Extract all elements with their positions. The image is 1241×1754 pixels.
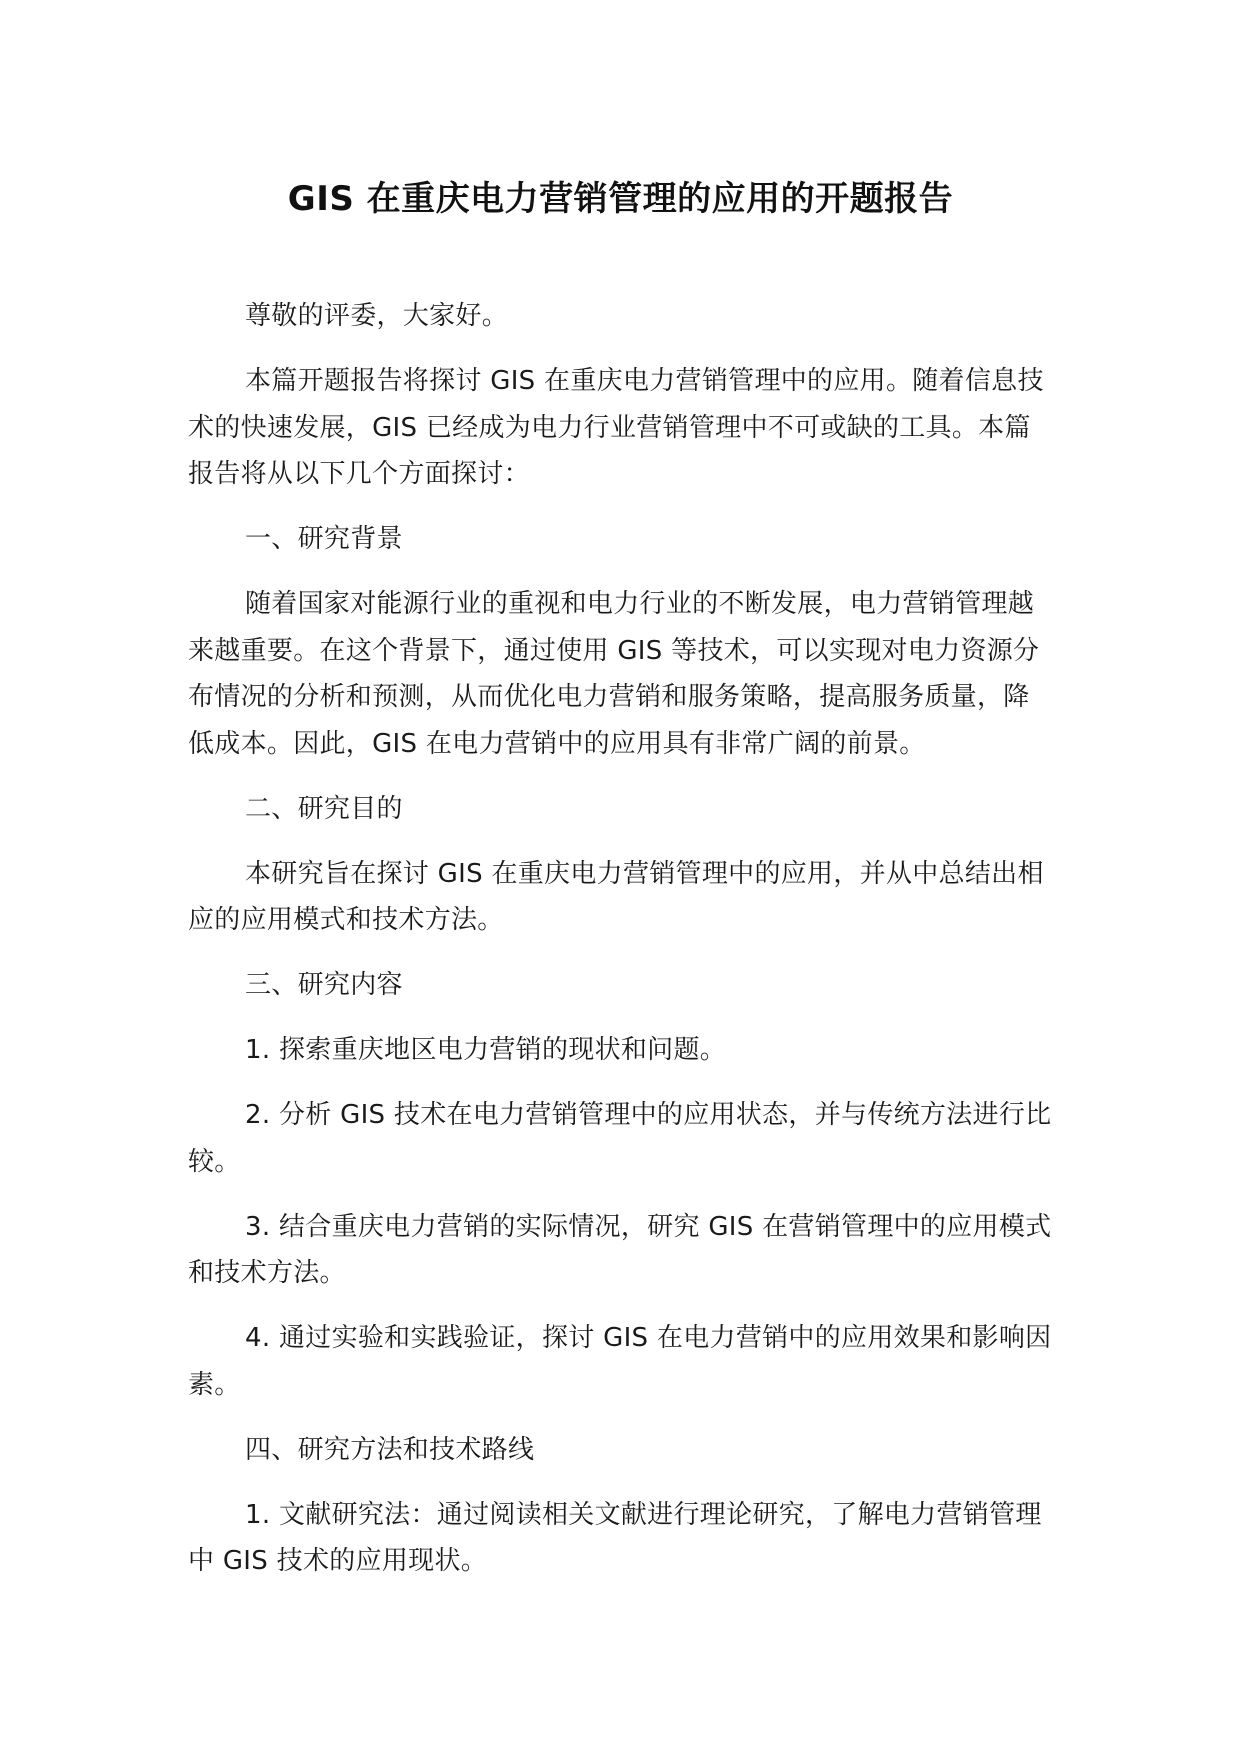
paragraph-greeting: 尊敬的评委，大家好。	[245, 301, 509, 331]
paragraph-intro: 本篇开题报告将探讨 GIS 在重庆电力营销管理中的应用。随着信息技术的快速发展，GIS 已经成为电力行业营销管理中不可或缺的工具。本篇报告将从以下几个方面探讨：	[188, 366, 1044, 489]
paragraph-purpose: 本研究旨在探讨 GIS 在重庆电力营销管理中的应用，并从中总结出相应的应用模式和技术方法。	[188, 858, 1044, 935]
document-body	[188, 293, 1052, 1603]
list-item-method-1: 1. 文献研究法：通过阅读相关文献进行理论研究，了解电力营销管理中 GIS 技术的应用现状。	[188, 1499, 1042, 1576]
section-heading-content: 三、研究内容	[245, 970, 403, 1000]
section-heading-purpose: 二、研究目的	[245, 793, 403, 824]
section-heading-methods: 四、研究方法和技术路线	[245, 1434, 535, 1465]
list-item-content-2: 2. 分析 GIS 技术在电力营销管理中的应用状态，并与传统方法进行比较。	[188, 1100, 1052, 1177]
document-title: GIS 在重庆电力营销管理的应用的开题报告	[287, 179, 954, 219]
list-item-content-1: 1. 探索重庆地区电力营销的现状和问题。	[245, 1035, 727, 1065]
section-heading-background: 一、研究背景	[245, 524, 403, 554]
list-item-content-4: 4. 通过实验和实践验证，探讨 GIS 在电力营销中的应用效果和影响因素。	[188, 1323, 1052, 1400]
list-item-content-3: 3. 结合重庆电力营销的实际情况，研究 GIS 在营销管理中的应用模式和技术方法。	[188, 1211, 1052, 1288]
paragraph-background: 随着国家对能源行业的重视和电力行业的不断发展，电力营销管理越来越重要。在这个背景下，通过使用 GIS 等技术，可以实现对电力资源分布情况的分析和预测，从而优化电力营销和服务策略，提高服务质量，降低成本。因此，GIS 在电力营销中的应用具有非常广阔的前景。	[188, 589, 1040, 759]
